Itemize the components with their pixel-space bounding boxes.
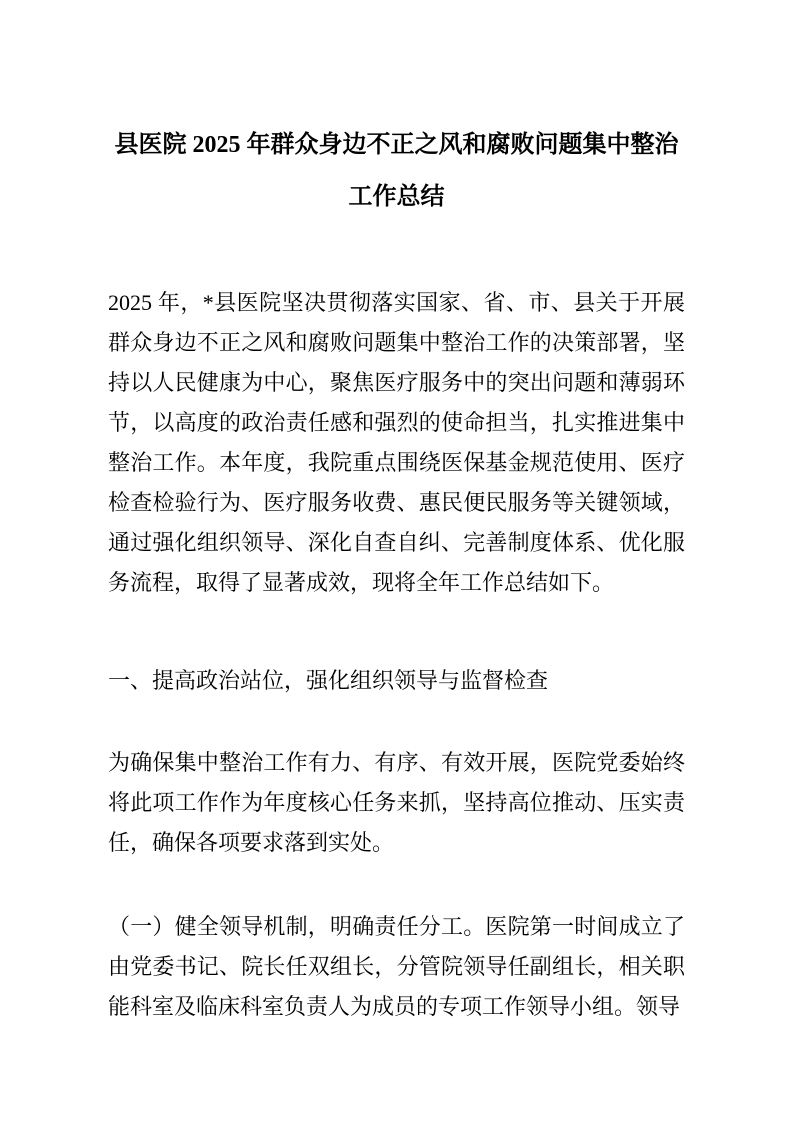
section-1-paragraph: 为确保集中整治工作有力、有序、有效开展，医院党委始终将此项工作作为年度核心任务来抓，坚持高位推动、压实责任，确保各项要求落到实处。 <box>108 750 685 855</box>
intro-paragraph: 2025 年，*县医院坚决贯彻落实国家、省、市、县关于开展群众身边不正之风和腐败问题集中整治工作的决策部署，坚持以人民健康为中心，聚焦医疗服务中的突出问题和薄弱环节，以高度的政治责任感和强烈的使命担当，扎实推进集中整治工作。本年度，我院重点围绕医保基金规范使用、医疗检查检验行为、医疗服务收费、惠民便民服务等关键领域，通过强化组织领导、深化自查自纠、完善制度体系、优化服务流程，取得了显著成效，现将全年工作总结如下。 <box>108 290 685 595</box>
document-title: 县医院 2025 年群众身边不正之风和腐败问题集中整治工作总结 <box>114 132 679 210</box>
section-1-heading: 一、提高政治站位，强化组织领导与监督检查 <box>108 668 549 693</box>
subsection-1-paragraph: （一）健全领导机制，明确责任分工。医院第一时间成立了由党委书记、院长任双组长，分管院领导任副组长，相关职能科室及临床科室负责人为成员的专项工作领导小组。领导 <box>108 914 685 1019</box>
